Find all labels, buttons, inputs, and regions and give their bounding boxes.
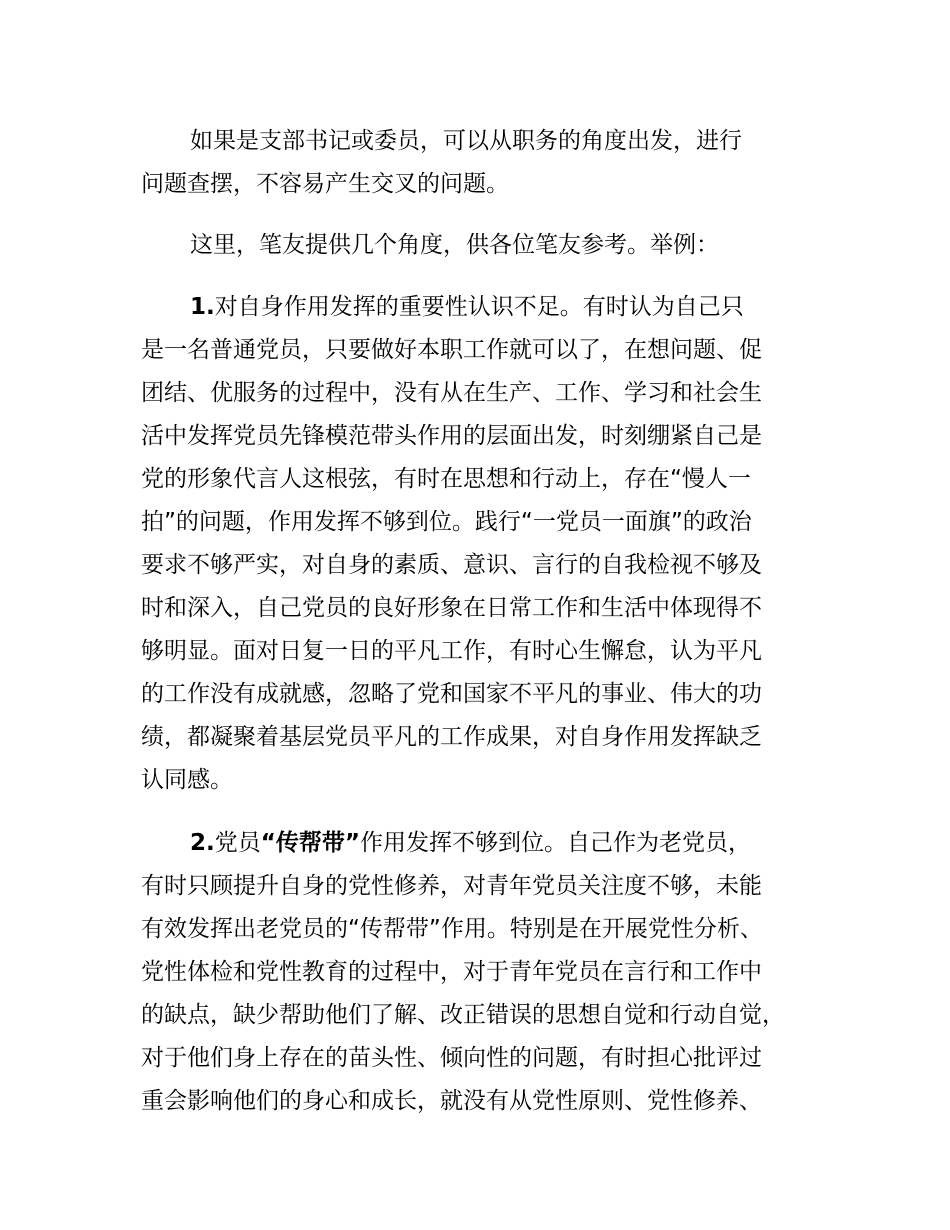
paragraph-3-number: 1. (190, 294, 215, 320)
paragraph-1-line-1: 如果是支部书记或委员，可以从职务的角度出发，进行 (190, 128, 742, 154)
paragraph-4-line-7: 重会影响他们的身心和成长，就没有从党性原则、党性修养、 (141, 1088, 762, 1114)
paragraph-4-line-3: 有效发挥出老党员的“传帮带”作用。特别是在开展党性分析、 (141, 916, 763, 942)
paragraph-3-line-1 (190, 292, 744, 322)
paragraph-3-line-6: 拍”的问题，作用发挥不够到位。践行“一党员一面旗”的政治 (141, 509, 752, 535)
paragraph-3-line-12: 认同感。 (141, 767, 233, 793)
paragraph-3-line-11: 绩，都凝聚着基层党员平凡的工作成果，对自身作用发挥缺乏 (141, 724, 762, 750)
paragraph-3-line-7: 要求不够严实，对自身的素质、意识、言行的自我检视不够及 (141, 552, 762, 578)
paragraph-4-number: 2. (190, 830, 215, 856)
paragraph-3-line-2: 是一名普通党员，只要做好本职工作就可以了，在想问题、促 (141, 337, 762, 363)
paragraph-3-line-9: 够明显。面对日复一日的平凡工作，有时心生懈怠，认为平凡 (141, 638, 762, 664)
paragraph-4-line-5: 的缺点，缺少帮助他们了解、改正错误的思想自觉和行动自觉， (141, 1002, 785, 1028)
paragraph-3-line-4: 活中发挥党员先锋模范带头作用的层面出发，时刻绷紧自己是 (141, 423, 762, 449)
paragraph-4-line-4: 党性体检和党性教育的过程中，对于青年党员在言行和工作中 (141, 959, 762, 985)
paragraph-4-line-1 (190, 828, 751, 858)
paragraph-4-heading-bold: “传帮带” (260, 830, 360, 856)
paragraph-3-heading: 对自身作用发挥的重要性认识不足。有时认为自己只 (214, 294, 744, 320)
paragraph-4-line-6: 对于他们身上存在的苗头性、倾向性的问题，有时担心批评过 (141, 1045, 762, 1071)
paragraph-3-line-8: 时和深入，自己党员的良好形象在日常工作和生活中体现得不 (141, 595, 762, 621)
paragraph-1-line-2: 问题查摆，不容易产生交叉的问题。 (141, 171, 509, 197)
paragraph-3-line-10: 的工作没有成就感，忽略了党和国家不平凡的事业、伟大的功 (141, 681, 762, 707)
paragraph-3-line-5: 党的形象代言人这根弦，有时在思想和行动上，存在“慢人一 (141, 466, 751, 492)
paragraph-4-heading-a: 党员 (214, 830, 261, 856)
paragraph-4-heading-b: 作用发挥不够到位。自己作为老党员， (359, 830, 751, 856)
paragraph-4-line-2: 有时只顾提升自身的党性修养，对青年党员关注度不够，未能 (141, 873, 762, 899)
paragraph-3-line-3: 团结、优服务的过程中，没有从在生产、工作、学习和社会生 (141, 380, 762, 406)
paragraph-2-line-1: 这里，笔友提供几个角度，供各位笔友参考。举例： (190, 232, 719, 258)
